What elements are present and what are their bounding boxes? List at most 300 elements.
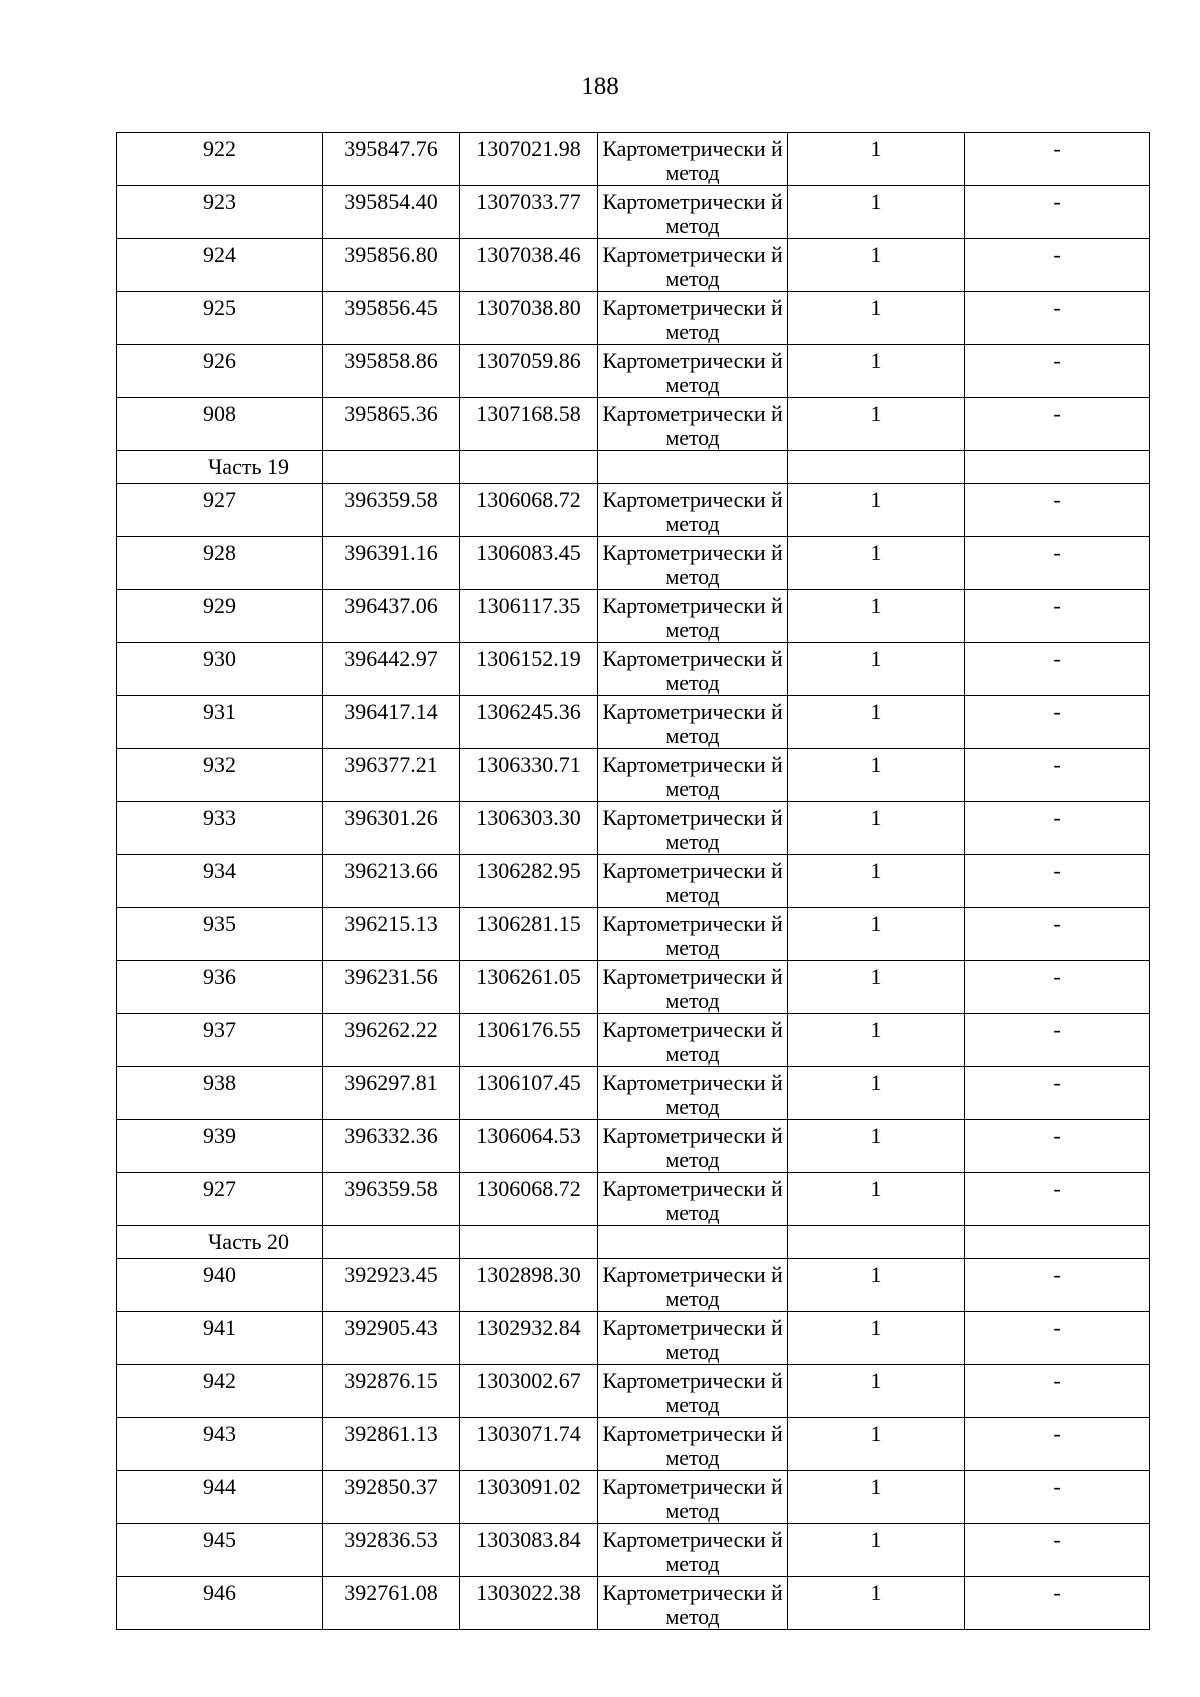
accuracy-cell-text: 1: [870, 646, 882, 671]
y-coordinate-cell-text: 1303022.38: [476, 1580, 581, 1605]
accuracy-cell: [788, 398, 965, 451]
x-coordinate-cell: [323, 1418, 460, 1471]
x-coordinate-cell-text: 396442.97: [344, 646, 438, 671]
note-cell-text: -: [1053, 858, 1061, 883]
accuracy-cell-text: 1: [870, 1123, 882, 1148]
table-row: [117, 186, 1150, 239]
x-coordinate-cell: [323, 1173, 460, 1226]
point-number-cell: [117, 1471, 323, 1524]
accuracy-cell-text: 1: [870, 1176, 882, 1201]
y-coordinate-cell: [460, 1577, 598, 1630]
table-row: [117, 590, 1150, 643]
table-row: [117, 1014, 1150, 1067]
x-coordinate-cell-text: 396359.58: [344, 487, 438, 512]
point-number-cell: [117, 1312, 323, 1365]
accuracy-cell-text: 1: [870, 805, 882, 830]
empty-cell: [788, 1226, 965, 1259]
table-row: [117, 1577, 1150, 1630]
method-cell-text: Картометрически й метод: [602, 1070, 783, 1119]
point-number-cell-text: 944: [203, 1474, 236, 1499]
x-coordinate-cell: [323, 133, 460, 186]
accuracy-cell-text: 1: [870, 1017, 882, 1042]
y-coordinate-cell-text: 1303071.74: [476, 1421, 581, 1446]
empty-cell: [965, 1226, 1150, 1259]
x-coordinate-cell-text: 396262.22: [344, 1017, 438, 1042]
point-number-cell-text: 926: [203, 348, 236, 373]
x-coordinate-cell: [323, 292, 460, 345]
empty-cell-text: [323, 451, 459, 455]
accuracy-cell-text: 1: [870, 1580, 882, 1605]
note-cell: [965, 908, 1150, 961]
x-coordinate-cell-text: 396332.36: [344, 1123, 438, 1148]
note-cell-text: -: [1053, 646, 1061, 671]
x-coordinate-cell: [323, 186, 460, 239]
accuracy-cell: [788, 1259, 965, 1312]
y-coordinate-cell-text: 1306282.95: [476, 858, 581, 883]
point-number-cell: [117, 398, 323, 451]
accuracy-cell-text: 1: [870, 1070, 882, 1095]
accuracy-cell-text: 1: [870, 1474, 882, 1499]
table-row: [117, 239, 1150, 292]
point-number-cell-text: 945: [203, 1527, 236, 1552]
y-coordinate-cell-text: 1306245.36: [476, 699, 581, 724]
method-cell-text: Картометрически й метод: [602, 646, 783, 695]
note-cell: [965, 643, 1150, 696]
point-number-cell-text: 927: [203, 487, 236, 512]
accuracy-cell-text: 1: [870, 911, 882, 936]
y-coordinate-cell-text: 1306261.05: [476, 964, 581, 989]
note-cell-text: -: [1053, 752, 1061, 777]
y-coordinate-cell: [460, 292, 598, 345]
y-coordinate-cell: [460, 537, 598, 590]
empty-cell-text: [598, 1226, 787, 1230]
note-cell: [965, 749, 1150, 802]
y-coordinate-cell: [460, 1418, 598, 1471]
x-coordinate-cell: [323, 1312, 460, 1365]
method-cell-text: Картометрически й метод: [602, 348, 783, 397]
method-cell-text: Картометрически й метод: [602, 805, 783, 854]
note-cell: [965, 1173, 1150, 1226]
x-coordinate-cell-text: 395858.86: [344, 348, 438, 373]
y-coordinate-cell: [460, 1312, 598, 1365]
x-coordinate-cell: [323, 1067, 460, 1120]
accuracy-cell: [788, 855, 965, 908]
table-row: [117, 398, 1150, 451]
note-cell-text: -: [1053, 1474, 1061, 1499]
point-number-cell: [117, 1173, 323, 1226]
table-row: [117, 1173, 1150, 1226]
y-coordinate-cell: [460, 961, 598, 1014]
table-section-row: [117, 1226, 1150, 1259]
y-coordinate-cell-text: 1307038.46: [476, 242, 581, 267]
empty-cell: [598, 1226, 788, 1259]
accuracy-cell: [788, 1471, 965, 1524]
coordinates-table-body: [117, 133, 1150, 1630]
x-coordinate-cell-text: 392836.53: [344, 1527, 438, 1552]
method-cell-text: Картометрически й метод: [602, 1123, 783, 1172]
section-label-cell: [117, 1226, 323, 1259]
y-coordinate-cell: [460, 855, 598, 908]
empty-cell: [323, 1226, 460, 1259]
x-coordinate-cell-text: 396417.14: [344, 699, 438, 724]
point-number-cell-text: 937: [203, 1017, 236, 1042]
point-number-cell-text: 934: [203, 858, 236, 883]
method-cell-text: Картометрически й метод: [602, 136, 783, 185]
method-cell-text: Картометрически й метод: [602, 593, 783, 642]
empty-cell: [460, 451, 598, 484]
coordinates-table: [116, 132, 1150, 1630]
y-coordinate-cell: [460, 239, 598, 292]
method-cell: [598, 802, 788, 855]
accuracy-cell: [788, 133, 965, 186]
note-cell-text: -: [1053, 911, 1061, 936]
x-coordinate-cell-text: 392761.08: [344, 1580, 438, 1605]
accuracy-cell-text: 1: [870, 964, 882, 989]
table-row: [117, 908, 1150, 961]
y-coordinate-cell: [460, 643, 598, 696]
empty-cell-text: [323, 1226, 459, 1230]
point-number-cell: [117, 537, 323, 590]
table-row: [117, 643, 1150, 696]
point-number-cell: [117, 1067, 323, 1120]
point-number-cell: [117, 1524, 323, 1577]
y-coordinate-cell: [460, 484, 598, 537]
x-coordinate-cell: [323, 1577, 460, 1630]
method-cell-text: Картометрически й метод: [602, 242, 783, 291]
accuracy-cell: [788, 1067, 965, 1120]
table-row: [117, 802, 1150, 855]
y-coordinate-cell-text: 1303002.67: [476, 1368, 581, 1393]
accuracy-cell-text: 1: [870, 1527, 882, 1552]
accuracy-cell-text: 1: [870, 401, 882, 426]
y-coordinate-cell-text: 1306064.53: [476, 1123, 581, 1148]
point-number-cell-text: 928: [203, 540, 236, 565]
method-cell-text: Картометрически й метод: [602, 858, 783, 907]
x-coordinate-cell-text: 395856.80: [344, 242, 438, 267]
x-coordinate-cell-text: 396215.13: [344, 911, 438, 936]
accuracy-cell: [788, 1312, 965, 1365]
note-cell: [965, 696, 1150, 749]
note-cell: [965, 802, 1150, 855]
x-coordinate-cell: [323, 1524, 460, 1577]
y-coordinate-cell-text: 1306330.71: [476, 752, 581, 777]
y-coordinate-cell-text: 1302898.30: [476, 1262, 581, 1287]
x-coordinate-cell-text: 396437.06: [344, 593, 438, 618]
y-coordinate-cell: [460, 1365, 598, 1418]
point-number-cell-text: 923: [203, 189, 236, 214]
method-cell-text: Картометрически й метод: [602, 911, 783, 960]
accuracy-cell: [788, 1173, 965, 1226]
note-cell-text: -: [1053, 136, 1061, 161]
point-number-cell: [117, 908, 323, 961]
point-number-cell-text: 933: [203, 805, 236, 830]
method-cell: [598, 749, 788, 802]
accuracy-cell: [788, 908, 965, 961]
x-coordinate-cell-text: 395847.76: [344, 136, 438, 161]
x-coordinate-cell-text: 392861.13: [344, 1421, 438, 1446]
y-coordinate-cell-text: 1302932.84: [476, 1315, 581, 1340]
note-cell: [965, 537, 1150, 590]
point-number-cell-text: 942: [203, 1368, 236, 1393]
note-cell: [965, 1524, 1150, 1577]
empty-cell-text: [598, 451, 787, 455]
method-cell-text: Картометрически й метод: [602, 699, 783, 748]
note-cell-text: -: [1053, 1262, 1061, 1287]
y-coordinate-cell: [460, 1471, 598, 1524]
y-coordinate-cell: [460, 1173, 598, 1226]
method-cell: [598, 1471, 788, 1524]
method-cell: [598, 1365, 788, 1418]
x-coordinate-cell: [323, 749, 460, 802]
section-label-cell-text: Часть 20: [208, 1229, 289, 1254]
note-cell-text: -: [1053, 401, 1061, 426]
y-coordinate-cell: [460, 749, 598, 802]
y-coordinate-cell-text: 1307038.80: [476, 295, 581, 320]
table-row: [117, 1259, 1150, 1312]
x-coordinate-cell-text: 396359.58: [344, 1176, 438, 1201]
empty-cell: [323, 451, 460, 484]
y-coordinate-cell: [460, 696, 598, 749]
x-coordinate-cell: [323, 643, 460, 696]
table-row: [117, 1365, 1150, 1418]
x-coordinate-cell-text: 396297.81: [344, 1070, 438, 1095]
method-cell: [598, 1312, 788, 1365]
x-coordinate-cell-text: 396301.26: [344, 805, 438, 830]
note-cell-text: -: [1053, 1070, 1061, 1095]
note-cell-text: -: [1053, 295, 1061, 320]
method-cell: [598, 1259, 788, 1312]
point-number-cell: [117, 1259, 323, 1312]
y-coordinate-cell-text: 1307168.58: [476, 401, 581, 426]
point-number-cell: [117, 855, 323, 908]
method-cell: [598, 643, 788, 696]
y-coordinate-cell-text: 1307021.98: [476, 136, 581, 161]
point-number-cell: [117, 1418, 323, 1471]
method-cell-text: Картометрически й метод: [602, 295, 783, 344]
method-cell-text: Картометрически й метод: [602, 1315, 783, 1364]
accuracy-cell: [788, 590, 965, 643]
note-cell-text: -: [1053, 1527, 1061, 1552]
empty-cell-text: [965, 451, 1149, 455]
point-number-cell-text: 940: [203, 1262, 236, 1287]
y-coordinate-cell-text: 1306117.35: [476, 593, 581, 618]
accuracy-cell-text: 1: [870, 858, 882, 883]
note-cell: [965, 1014, 1150, 1067]
accuracy-cell-text: 1: [870, 1421, 882, 1446]
table-row: [117, 1471, 1150, 1524]
point-number-cell-text: 925: [203, 295, 236, 320]
accuracy-cell: [788, 186, 965, 239]
accuracy-cell-text: 1: [870, 699, 882, 724]
accuracy-cell-text: 1: [870, 487, 882, 512]
y-coordinate-cell-text: 1306303.30: [476, 805, 581, 830]
note-cell: [965, 186, 1150, 239]
x-coordinate-cell: [323, 1365, 460, 1418]
note-cell: [965, 1577, 1150, 1630]
method-cell-text: Картометрически й метод: [602, 1421, 783, 1470]
point-number-cell-text: 941: [203, 1315, 236, 1340]
point-number-cell: [117, 749, 323, 802]
x-coordinate-cell: [323, 961, 460, 1014]
method-cell: [598, 1577, 788, 1630]
method-cell-text: Картометрически й метод: [602, 1368, 783, 1417]
y-coordinate-cell: [460, 802, 598, 855]
method-cell-text: Картометрически й метод: [602, 1017, 783, 1066]
point-number-cell: [117, 133, 323, 186]
y-coordinate-cell-text: 1306176.55: [476, 1017, 581, 1042]
x-coordinate-cell-text: 395856.45: [344, 295, 438, 320]
note-cell-text: -: [1053, 540, 1061, 565]
y-coordinate-cell: [460, 1014, 598, 1067]
accuracy-cell-text: 1: [870, 295, 882, 320]
x-coordinate-cell: [323, 1259, 460, 1312]
accuracy-cell-text: 1: [870, 752, 882, 777]
point-number-cell: [117, 1014, 323, 1067]
x-coordinate-cell: [323, 1014, 460, 1067]
y-coordinate-cell: [460, 590, 598, 643]
y-coordinate-cell-text: 1307033.77: [476, 189, 581, 214]
accuracy-cell: [788, 292, 965, 345]
y-coordinate-cell-text: 1306068.72: [476, 487, 581, 512]
x-coordinate-cell-text: 396213.66: [344, 858, 438, 883]
x-coordinate-cell: [323, 696, 460, 749]
y-coordinate-cell-text: 1306281.15: [476, 911, 581, 936]
accuracy-cell-text: 1: [870, 1262, 882, 1287]
accuracy-cell: [788, 1365, 965, 1418]
point-number-cell: [117, 802, 323, 855]
y-coordinate-cell: [460, 186, 598, 239]
note-cell-text: -: [1053, 1315, 1061, 1340]
point-number-cell: [117, 696, 323, 749]
note-cell-text: -: [1053, 1580, 1061, 1605]
table-row: [117, 749, 1150, 802]
method-cell: [598, 855, 788, 908]
table-row: [117, 345, 1150, 398]
table-row: [117, 1418, 1150, 1471]
note-cell-text: -: [1053, 1123, 1061, 1148]
note-cell: [965, 1365, 1150, 1418]
point-number-cell: [117, 292, 323, 345]
point-number-cell: [117, 239, 323, 292]
point-number-cell-text: 930: [203, 646, 236, 671]
accuracy-cell-text: 1: [870, 1315, 882, 1340]
method-cell: [598, 590, 788, 643]
empty-cell: [460, 1226, 598, 1259]
point-number-cell-text: 927: [203, 1176, 236, 1201]
method-cell: [598, 484, 788, 537]
accuracy-cell-text: 1: [870, 593, 882, 618]
point-number-cell-text: 929: [203, 593, 236, 618]
note-cell-text: -: [1053, 487, 1061, 512]
method-cell-text: Картометрически й метод: [602, 1262, 783, 1311]
method-cell: [598, 1120, 788, 1173]
method-cell: [598, 345, 788, 398]
method-cell-text: Картометрически й метод: [602, 752, 783, 801]
note-cell: [965, 133, 1150, 186]
accuracy-cell: [788, 1524, 965, 1577]
note-cell: [965, 590, 1150, 643]
point-number-cell-text: 938: [203, 1070, 236, 1095]
y-coordinate-cell-text: 1306152.19: [476, 646, 581, 671]
x-coordinate-cell-text: 396377.21: [344, 752, 438, 777]
note-cell-text: -: [1053, 805, 1061, 830]
accuracy-cell-text: 1: [870, 242, 882, 267]
x-coordinate-cell: [323, 484, 460, 537]
method-cell: [598, 398, 788, 451]
accuracy-cell: [788, 1418, 965, 1471]
accuracy-cell: [788, 1577, 965, 1630]
point-number-cell-text: 936: [203, 964, 236, 989]
accuracy-cell: [788, 537, 965, 590]
point-number-cell: [117, 345, 323, 398]
table-row: [117, 537, 1150, 590]
point-number-cell: [117, 1365, 323, 1418]
method-cell-text: Картометрически й метод: [602, 1527, 783, 1576]
x-coordinate-cell-text: 395865.36: [344, 401, 438, 426]
note-cell-text: -: [1053, 189, 1061, 214]
note-cell-text: -: [1053, 1368, 1061, 1393]
section-label-cell: [117, 451, 323, 484]
y-coordinate-cell-text: 1303091.02: [476, 1474, 581, 1499]
empty-cell-text: [460, 1226, 597, 1230]
accuracy-cell: [788, 1120, 965, 1173]
y-coordinate-cell: [460, 345, 598, 398]
y-coordinate-cell-text: 1306083.45: [476, 540, 581, 565]
method-cell-text: Картометрически й метод: [602, 401, 783, 450]
accuracy-cell: [788, 961, 965, 1014]
point-number-cell-text: 908: [203, 401, 236, 426]
note-cell-text: -: [1053, 593, 1061, 618]
accuracy-cell: [788, 749, 965, 802]
x-coordinate-cell: [323, 1471, 460, 1524]
y-coordinate-cell: [460, 1524, 598, 1577]
x-coordinate-cell: [323, 1120, 460, 1173]
note-cell: [965, 1120, 1150, 1173]
table-row: [117, 484, 1150, 537]
note-cell: [965, 1471, 1150, 1524]
accuracy-cell: [788, 345, 965, 398]
note-cell: [965, 961, 1150, 1014]
accuracy-cell: [788, 1014, 965, 1067]
point-number-cell: [117, 590, 323, 643]
x-coordinate-cell-text: 396391.16: [344, 540, 438, 565]
x-coordinate-cell-text: 392850.37: [344, 1474, 438, 1499]
method-cell-text: Картометрически й метод: [602, 1580, 783, 1629]
x-coordinate-cell-text: 392876.15: [344, 1368, 438, 1393]
x-coordinate-cell: [323, 908, 460, 961]
y-coordinate-cell-text: 1306107.45: [476, 1070, 581, 1095]
method-cell: [598, 696, 788, 749]
point-number-cell-text: 932: [203, 752, 236, 777]
accuracy-cell: [788, 643, 965, 696]
x-coordinate-cell: [323, 802, 460, 855]
note-cell-text: -: [1053, 1176, 1061, 1201]
x-coordinate-cell-text: 396231.56: [344, 964, 438, 989]
x-coordinate-cell-text: 392905.43: [344, 1315, 438, 1340]
point-number-cell-text: 939: [203, 1123, 236, 1148]
point-number-cell-text: 943: [203, 1421, 236, 1446]
method-cell-text: Картометрически й метод: [602, 540, 783, 589]
x-coordinate-cell: [323, 590, 460, 643]
method-cell: [598, 186, 788, 239]
accuracy-cell: [788, 239, 965, 292]
table-row: [117, 696, 1150, 749]
note-cell: [965, 239, 1150, 292]
table-row: [117, 133, 1150, 186]
method-cell-text: Картометрически й метод: [602, 964, 783, 1013]
note-cell: [965, 1259, 1150, 1312]
empty-cell-text: [788, 1226, 964, 1230]
